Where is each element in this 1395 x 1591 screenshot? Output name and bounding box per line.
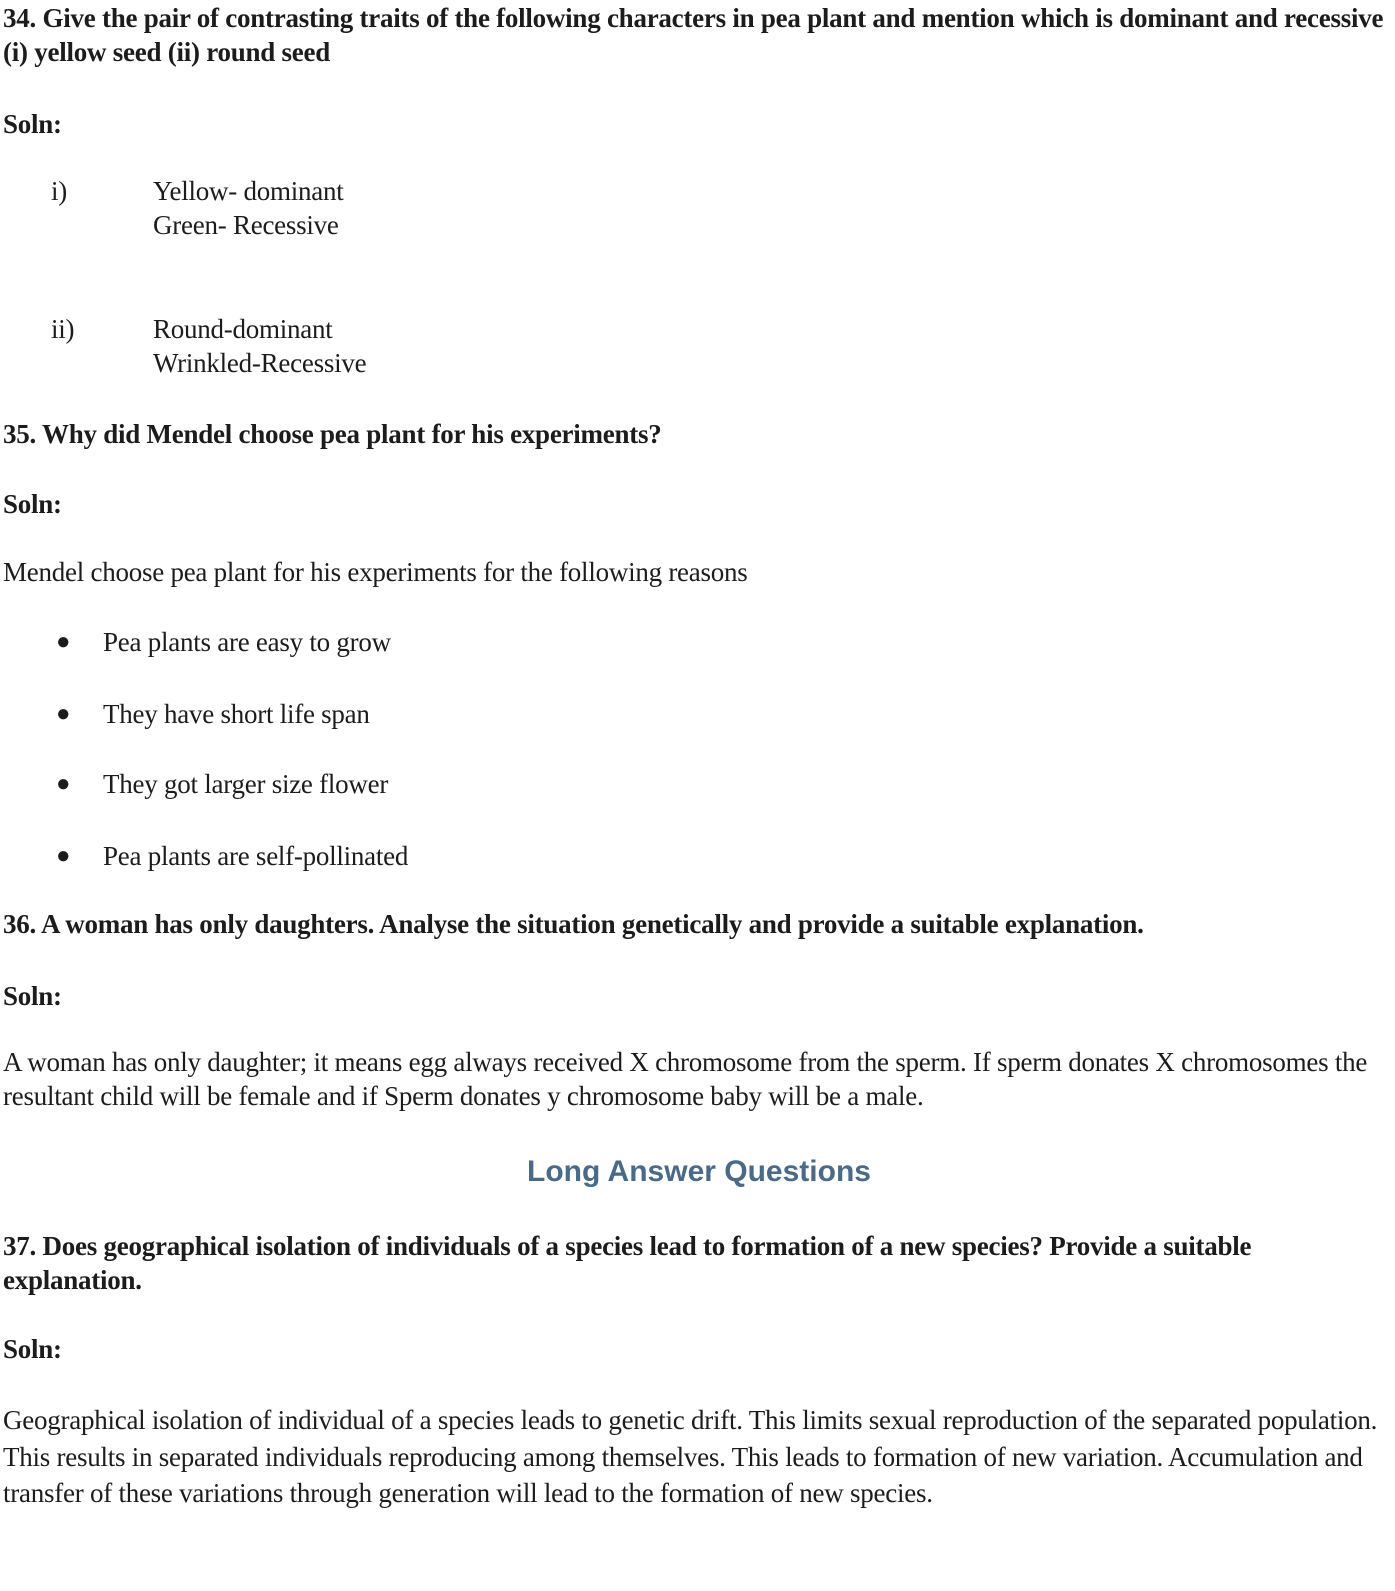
question-34-subparts: (i) yellow seed (ii) round seed — [3, 37, 330, 67]
q34-answer-item-2 — [3, 312, 1395, 380]
q35-bullet-1 — [3, 625, 1395, 659]
question-34-title — [3, 1, 1395, 35]
question-35-title: 35. Why did Mendel choose pea plant for his experiments? — [3, 419, 662, 449]
q35-bullet-4-text: Pea plants are self-pollinated — [103, 841, 409, 871]
q34-item-2-line-1: Round-dominant — [153, 314, 333, 344]
q34-answer-item-1 — [3, 174, 1395, 242]
section-heading-long-answer-questions: Long Answer Questions — [527, 1155, 871, 1188]
q35-bullet-3 — [3, 767, 1395, 801]
list-marker-i: i) — [51, 176, 67, 206]
q37-soln-label: Soln: — [3, 1334, 62, 1364]
q36-soln-label: Soln: — [3, 981, 62, 1011]
q35-bullet-3-text: They got larger size flower — [103, 769, 389, 799]
question-34-text: 34. Give the pair of contrasting traits of the following characters in pea plant and mention which is dominant and recessive — [3, 3, 1384, 33]
q34-answer-item-2-lines — [153, 312, 1395, 380]
q37-answer-paragraph: Geographical isolation of individual of a species leads to genetic drift. This limits sexual reproduction of the separated population. This results in separated individuals reproducing among themselves. This leads to formation of new variation. Accumulation and transfer of these variations through generation will lead to the formation of new species. — [3, 1405, 1378, 1508]
q35-bullet-1-text: Pea plants are easy to grow — [103, 627, 391, 657]
q35-answer-intro: Mendel choose pea plant for his experiments for the following reasons — [3, 557, 748, 587]
q36-answer-paragraph: A woman has only daughter; it means egg always received X chromosome from the sperm. If sperm donates X chromosomes the resultant child will be female and if Sperm donates y chromosome baby will be a male. — [3, 1047, 1368, 1111]
question-37-title: 37. Does geographical isolation of individuals of a species lead to formation of a new species? Provide a suitable explanation. — [3, 1231, 1252, 1295]
q35-bullet-4 — [3, 839, 1395, 873]
q34-answer-item-1-lines — [153, 174, 1395, 242]
bullet-icon: ● — [56, 771, 71, 797]
q35-bullet-2 — [3, 697, 1395, 731]
list-marker-ii: ii) — [51, 314, 75, 344]
bullet-icon: ● — [56, 629, 71, 655]
q34-item-1-line-1: Yellow- dominant — [153, 176, 344, 206]
q34-item-1-line-2: Green- Recessive — [153, 210, 339, 240]
q34-item-2-line-2: Wrinkled-Recessive — [153, 348, 367, 378]
bullet-icon: ● — [56, 843, 71, 869]
bullet-icon: ● — [56, 701, 71, 727]
q35-bullet-2-text: They have short life span — [103, 699, 370, 729]
q35-soln-label: Soln: — [3, 489, 62, 519]
question-36-title: 36. A woman has only daughters. Analyse the situation genetically and provide a suitable explanation. — [3, 909, 1144, 939]
q34-soln-label: Soln: — [3, 109, 62, 139]
